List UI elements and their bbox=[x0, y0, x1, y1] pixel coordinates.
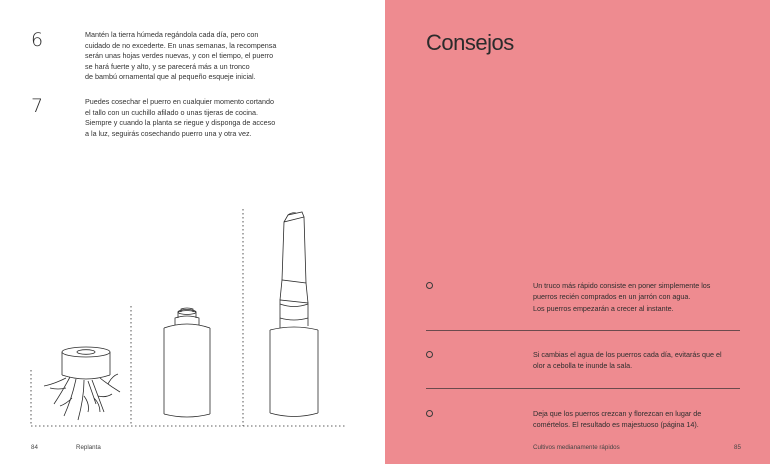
right-page bbox=[385, 0, 770, 464]
tip-2-line-2: olor a cebolla te inunde la sala. bbox=[533, 361, 633, 371]
tip-3-text bbox=[533, 408, 733, 431]
right-running-head: Cultivos medianamente rápidos bbox=[533, 444, 620, 451]
tip-1-text bbox=[533, 280, 733, 314]
divider bbox=[426, 330, 740, 331]
step-6-line-2: cuidado de no excederte. En unas semanas, la recompensa bbox=[85, 40, 277, 50]
step-number-6: 6 bbox=[31, 29, 44, 51]
tip-3-line-2: comértelos. El resultado es majestuoso (página 14). bbox=[533, 420, 699, 430]
step-6-line-3: serán unas hojas verdes nuevas, y con el tiempo, el puerro bbox=[85, 51, 274, 61]
circle-bullet-icon bbox=[426, 282, 433, 289]
circle-bullet-icon bbox=[426, 410, 433, 417]
divider bbox=[426, 388, 740, 389]
step-6-line-1: Mantén la tierra húmeda regándola cada día, pero con bbox=[85, 30, 259, 39]
tip-2-line-1: Si cambias el agua de los puerros cada día, evitarás que el bbox=[533, 350, 722, 359]
right-page-number: 85 bbox=[734, 444, 741, 451]
step-6-text bbox=[85, 30, 305, 83]
step-7-text bbox=[85, 97, 305, 139]
section-heading: Consejos bbox=[426, 30, 514, 55]
left-page-number: 84 bbox=[31, 444, 38, 451]
step-7-line-1: Puedes cosechar el puerro en cualquier momento cortando bbox=[85, 97, 274, 106]
step-7-line-2: el tallo con un cuchillo afilado o unas tijeras de cocina. bbox=[85, 107, 259, 117]
circle-bullet-icon bbox=[426, 351, 433, 358]
tip-2-text bbox=[533, 349, 733, 372]
step-6-line-5: de bambú ornamental que al pequeño esqueje inicial. bbox=[85, 72, 256, 82]
tip-1-line-1: Un truco más rápido consiste en poner simplemente los bbox=[533, 281, 711, 290]
tip-1-line-3: Los puerros empezarán a crecer al instante. bbox=[533, 303, 674, 313]
step-number-7: 7 bbox=[31, 95, 44, 117]
tip-3-line-1: Deja que los puerros crezcan y florezcan en lugar de bbox=[533, 409, 702, 418]
left-running-head: Replanta bbox=[76, 444, 101, 451]
step-7-line-3: Siempre y cuando la planta se riegue y disponga de acceso bbox=[85, 118, 276, 128]
tip-1-line-2: puerros recién comprados en un jarrón con agua. bbox=[533, 292, 691, 302]
step-7-line-4: a la luz, seguirás cosechando puerro una y otra vez. bbox=[85, 128, 252, 138]
step-6-line-4: se hará fuerte y alto, y se parecerá más a un tronco bbox=[85, 61, 250, 71]
leek-growth-stages-icon bbox=[0, 200, 385, 440]
